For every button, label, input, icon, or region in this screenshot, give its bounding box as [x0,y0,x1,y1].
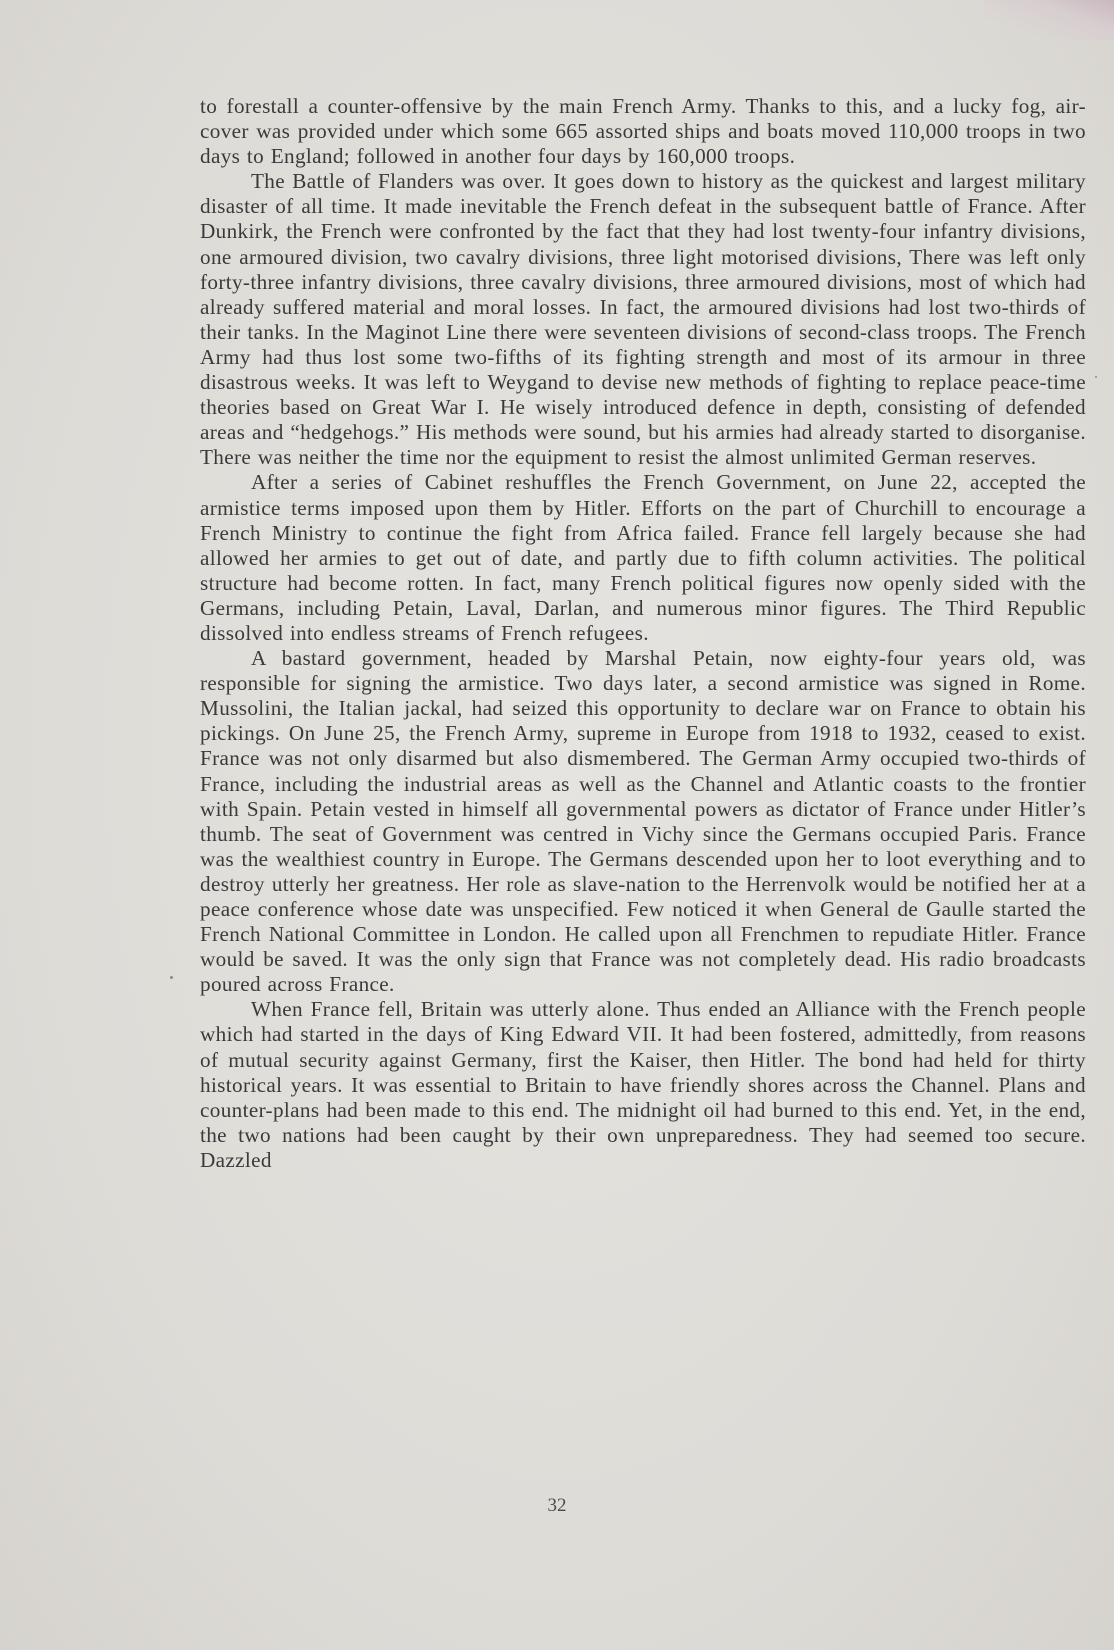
paragraph: to forestall a counter-offensive by the main French Army. Thanks to this, and a lucky fog, air-cover was provided under which some 665 assorted ships and boats moved 110,000 troops in two days to England; followed in another four days by 160,000 troops. [200,94,1086,169]
ink-speck [1095,376,1097,378]
paragraph: After a series of Cabinet reshuffles the French Government, on June 22, accepted the armistice terms imposed upon them by Hitler. Efforts on the part of Churchill to encourage a French Ministry to continue the fight from Africa failed. France fell largely because she had allowed her armies to get out of date, and partly due to fifth column activities. The political structure had become rotten. In fact, many French political figures now openly sided with the Germans, including Petain, Laval, Darlan, and numerous minor figures. The Third Republic dissolved into endless streams of French refugees. [200,470,1086,645]
ink-speck [170,976,173,979]
paragraph: When France fell, Britain was utterly alone. Thus ended an Alliance with the French people which had started in the days of King Edward VII. It had been fostered, admittedly, from reasons of mutual security against Germany, first the Kaiser, then Hitler. The bond had held for thirty historical years. It was essential to Britain to have friendly shores across the Channel. Plans and counter-plans had been made to this end. The midnight oil had burned to this end. Yet, in the end, the two nations had been caught by their own unpreparedness. They had seemed too secure. Dazzled [200,997,1086,1172]
page-number: 32 [547,1495,567,1516]
body-text [200,94,1086,1173]
corner-stain [984,0,1114,40]
paragraph: A bastard government, headed by Marshal Petain, now eighty-four years old, was responsible for signing the armistice. Two days later, a second armistice was signed in Rome. Mussolini, the Italian jackal, had seized this opportunity to declare war on France to obtain his pickings. On June 25, the French Army, supreme in Europe from 1918 to 1932, ceased to exist. France was not only disarmed but also dismembered. The German Army occupied two-thirds of France, including the industrial areas as well as the Channel and Atlantic coasts to the frontier with Spain. Petain vested in himself all governmental powers as dictator of France under Hitler’s thumb. The seat of Government was centred in Vichy since the Germans occupied Paris. France was the wealthiest country in Europe. The Germans descended upon her to loot everything and to destroy utterly her greatness. Her role as slave-nation to the Herrenvolk would be notified her at a peace conference whose date was unspecified. Few noticed it when General de Gaulle started the French National Committee in London. He called upon all Frenchmen to repudiate Hitler. France would be saved. It was the only sign that France was not completely dead. His radio broadcasts poured across France. [200,646,1086,997]
paragraph: The Battle of Flanders was over. It goes down to history as the quickest and largest military disaster of all time. It made inevitable the French defeat in the subsequent battle of France. After Dunkirk, the French were confronted by the fact that they had lost twenty-four infantry divisions, one armoured division, two cavalry divisions, three light motorised divisions, There was left only forty-three infantry divisions, three cavalry divisions, three armoured divisions, most of which had already suffered material and moral losses. In fact, the armoured divisions had lost two-thirds of their tanks. In the Maginot Line there were seventeen divisions of second-class troops. The French Army had thus lost some two-fifths of its fighting strength and most of its armour in three disastrous weeks. It was left to Weygand to devise new methods of fighting to replace peace-time theories based on Great War I. He wisely introduced defence in depth, consisting of defended areas and “hedgehogs.” His methods were sound, but his armies had already started to disorganise. There was neither the time nor the equipment to resist the almost unlimited German reserves. [200,169,1086,470]
